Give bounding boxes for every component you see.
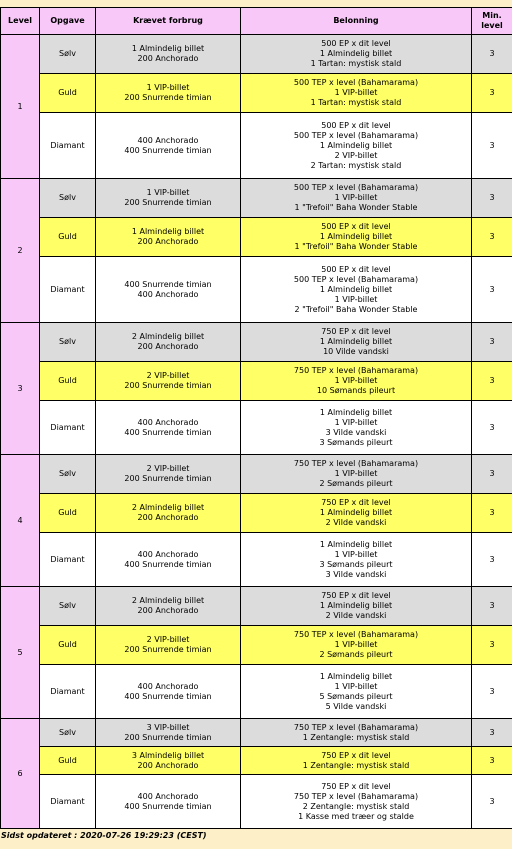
required-line: 200 Anchorado (137, 760, 199, 770)
reward-line: 750 TEP x level (Bahamarama) (293, 366, 419, 375)
level-cell: 2 (1, 179, 40, 323)
reward-line: 500 TEP x level (Bahamarama) (293, 130, 419, 140)
table-row (1, 587, 512, 626)
table-row (1, 113, 512, 179)
reward-cell (241, 323, 472, 362)
reward-line: 1 Zentangle: mystisk stald (302, 760, 410, 770)
reward-line: 500 EP x dit level (321, 264, 391, 274)
task-name: Diamant (40, 257, 96, 323)
task-name: Sølv (40, 323, 96, 362)
min-level-cell: 3 (472, 74, 512, 113)
required-line: 200 Anchorado (137, 606, 199, 615)
header-reward: Belonning (241, 8, 472, 35)
required-cell (96, 747, 241, 775)
reward-cell (241, 587, 472, 626)
reward-cell (241, 218, 472, 257)
required-line: 200 Anchorado (137, 513, 199, 522)
required-line: 1 VIP-billet (146, 83, 190, 92)
reward-line: 750 TEP x level (Bahamarama) (293, 630, 419, 639)
required-cell (96, 218, 241, 257)
required-line: 2 VIP-billet (146, 371, 190, 380)
last-updated: Sidst opdateret : 2020-07-26 19:29:23 (CEST) (1, 831, 207, 840)
required-line: 2 VIP-billet (146, 635, 190, 644)
required-cell (96, 665, 241, 719)
reward-cell (241, 74, 472, 113)
reward-cell (241, 533, 472, 587)
table-row (1, 257, 512, 323)
level-cell: 6 (1, 719, 40, 829)
min-level-cell: 3 (472, 401, 512, 455)
table-row (1, 719, 512, 747)
reward-line: 1 VIP-billet (334, 193, 378, 202)
task-name: Guld (40, 747, 96, 775)
reward-line: 750 TEP x level (Bahamarama) (293, 722, 419, 732)
reward-line: 5 Vilde vandski (325, 701, 387, 711)
required-line: 200 Anchorado (137, 54, 199, 63)
task-name: Diamant (40, 665, 96, 719)
task-name: Sølv (40, 719, 96, 747)
table-row (1, 35, 512, 74)
reward-line: 1 Almindelig billet (319, 284, 393, 294)
reward-line: 1 VIP-billet (334, 469, 378, 478)
required-line: 400 Anchorado (137, 681, 199, 691)
required-line: 400 Snurrende timian (124, 279, 212, 289)
table-row (1, 533, 512, 587)
required-line: 400 Snurrende timian (124, 559, 212, 569)
task-name: Guld (40, 74, 96, 113)
required-line: 400 Anchorado (137, 135, 199, 145)
reward-line: 1 VIP-billet (334, 640, 378, 649)
required-line: 2 Almindelig billet (131, 596, 205, 605)
reward-cell (241, 179, 472, 218)
task-name: Sølv (40, 179, 96, 218)
min-level-cell: 3 (472, 719, 512, 747)
reward-line: 1 Tartan: mystisk stald (310, 98, 402, 107)
table-row (1, 747, 512, 775)
reward-cell (241, 665, 472, 719)
reward-line: 1 Almindelig billet (319, 232, 393, 241)
reward-line: 500 TEP x level (Bahamarama) (293, 183, 419, 192)
reward-line: 1 "Trefoil" Baha Wonder Stable (294, 203, 418, 212)
reward-line: 1 VIP-billet (334, 88, 378, 97)
min-level-cell: 3 (472, 747, 512, 775)
reward-line: 1 VIP-billet (334, 417, 378, 427)
required-cell (96, 323, 241, 362)
reward-line: 750 EP x dit level (321, 750, 391, 760)
required-line: 200 Snurrende timian (124, 474, 212, 483)
reward-line: 1 Almindelig billet (319, 539, 393, 549)
reward-line: 1 Almindelig billet (319, 671, 393, 681)
reward-line: 10 Vilde vandski (323, 347, 389, 356)
required-cell (96, 587, 241, 626)
level-cell: 1 (1, 35, 40, 179)
min-level-cell: 3 (472, 665, 512, 719)
reward-line: 3 Vilde vandski (325, 569, 387, 579)
required-line: 400 Anchorado (137, 791, 199, 801)
reward-line: 750 EP x dit level (321, 327, 391, 336)
level-cell: 5 (1, 587, 40, 719)
required-line: 200 Snurrende timian (124, 732, 212, 742)
task-name: Guld (40, 362, 96, 401)
reward-line: 750 EP x dit level (321, 781, 391, 791)
required-line: 200 Anchorado (137, 237, 199, 246)
task-name: Sølv (40, 587, 96, 626)
required-line: 400 Snurrende timian (124, 691, 212, 701)
table-row (1, 455, 512, 494)
reward-line: 500 EP x dit level (321, 39, 391, 48)
required-line: 400 Anchorado (137, 289, 199, 299)
required-cell (96, 257, 241, 323)
reward-line: 2 Vilde vandski (325, 611, 387, 620)
required-line: 1 VIP-billet (146, 188, 190, 197)
header-row (1, 8, 512, 35)
reward-line: 1 VIP-billet (334, 681, 378, 691)
required-cell (96, 533, 241, 587)
required-line: 2 Almindelig billet (131, 332, 205, 341)
header-task: Opgave (40, 8, 96, 35)
task-name: Diamant (40, 401, 96, 455)
reward-line: 10 Sømands pileurt (316, 386, 396, 395)
required-line: 200 Snurrende timian (124, 93, 212, 102)
required-cell (96, 775, 241, 829)
required-cell (96, 719, 241, 747)
task-name: Sølv (40, 35, 96, 74)
reward-line: 750 TEP x level (Bahamarama) (293, 791, 419, 801)
min-level-cell: 3 (472, 533, 512, 587)
reward-line: 2 VIP-billet (334, 150, 378, 160)
reward-line: 1 Zentangle: mystisk stald (302, 732, 410, 742)
reward-cell (241, 747, 472, 775)
reward-line: 2 Zentangle: mystisk stald (302, 801, 410, 811)
required-cell (96, 401, 241, 455)
reward-cell (241, 113, 472, 179)
reward-line: 1 Almindelig billet (319, 140, 393, 150)
min-level-cell: 3 (472, 113, 512, 179)
min-level-cell: 3 (472, 218, 512, 257)
reward-line: 2 Tartan: mystisk stald (310, 160, 402, 170)
required-line: 400 Snurrende timian (124, 801, 212, 811)
reward-line: 1 Almindelig billet (319, 508, 393, 517)
reward-line: 1 Kasse med træer og stalde (298, 811, 414, 821)
required-line: 200 Snurrende timian (124, 645, 212, 654)
table-row (1, 74, 512, 113)
reward-cell (241, 401, 472, 455)
min-level-cell: 3 (472, 323, 512, 362)
level-cell: 4 (1, 455, 40, 587)
reward-line: 1 Almindelig billet (319, 407, 393, 417)
reward-line: 5 Sømands pileurt (319, 691, 393, 701)
reward-cell (241, 775, 472, 829)
reward-line: 3 Sømands pileurt (319, 437, 393, 447)
reward-line: 750 EP x dit level (321, 498, 391, 507)
table-body (1, 35, 512, 829)
reward-line: 2 "Trefoil" Baha Wonder Stable (294, 304, 418, 314)
reward-cell (241, 35, 472, 74)
reward-line: 1 Almindelig billet (319, 337, 393, 346)
min-level-cell: 3 (472, 257, 512, 323)
header-min-level: Min. level (472, 8, 512, 35)
reward-line: 1 Tartan: mystisk stald (310, 59, 402, 68)
reward-line: 1 Almindelig billet (319, 601, 393, 610)
task-name: Guld (40, 494, 96, 533)
reward-cell (241, 494, 472, 533)
reward-line: 750 TEP x level (Bahamarama) (293, 459, 419, 468)
required-line: 400 Snurrende timian (124, 427, 212, 437)
reward-cell (241, 257, 472, 323)
reward-line: 1 Almindelig billet (319, 49, 393, 58)
required-cell (96, 35, 241, 74)
reward-line: 2 Vilde vandski (325, 518, 387, 527)
min-level-cell: 3 (472, 494, 512, 533)
task-name: Diamant (40, 775, 96, 829)
required-line: 200 Anchorado (137, 342, 199, 351)
reward-line: 1 VIP-billet (334, 376, 378, 385)
reward-cell (241, 719, 472, 747)
rewards-table (0, 7, 512, 829)
required-cell (96, 494, 241, 533)
required-cell (96, 362, 241, 401)
required-cell (96, 113, 241, 179)
table-row (1, 775, 512, 829)
table-row (1, 494, 512, 533)
min-level-cell: 3 (472, 587, 512, 626)
table-row (1, 179, 512, 218)
reward-line: 1 VIP-billet (334, 549, 378, 559)
min-level-cell: 3 (472, 362, 512, 401)
min-level-cell: 3 (472, 35, 512, 74)
header-level: Level (1, 8, 40, 35)
task-name: Guld (40, 626, 96, 665)
required-line: 400 Anchorado (137, 549, 199, 559)
required-line: 1 Almindelig billet (131, 44, 205, 53)
required-line: 2 VIP-billet (146, 464, 190, 473)
required-line: 1 Almindelig billet (131, 227, 205, 236)
required-line: 3 VIP-billet (146, 722, 190, 732)
reward-line: 500 TEP x level (Bahamarama) (293, 78, 419, 87)
table-row (1, 626, 512, 665)
table-row (1, 218, 512, 257)
required-line: 2 Almindelig billet (131, 503, 205, 512)
required-cell (96, 74, 241, 113)
table-row (1, 323, 512, 362)
required-line: 200 Snurrende timian (124, 198, 212, 207)
task-name: Sølv (40, 455, 96, 494)
reward-line: 1 VIP-billet (334, 294, 378, 304)
min-level-cell: 3 (472, 626, 512, 665)
reward-line: 500 EP x dit level (321, 222, 391, 231)
required-line: 400 Anchorado (137, 417, 199, 427)
reward-line: 3 Sømands pileurt (319, 559, 393, 569)
task-name: Diamant (40, 113, 96, 179)
table-row (1, 401, 512, 455)
task-name: Diamant (40, 533, 96, 587)
reward-line: 500 TEP x level (Bahamarama) (293, 274, 419, 284)
reward-line: 3 Vilde vandski (325, 427, 387, 437)
min-level-cell: 3 (472, 179, 512, 218)
reward-line: 750 EP x dit level (321, 591, 391, 600)
table-row (1, 665, 512, 719)
level-cell: 3 (1, 323, 40, 455)
table-row (1, 362, 512, 401)
required-line: 3 Almindelig billet (131, 750, 205, 760)
reward-cell (241, 362, 472, 401)
reward-line: 500 EP x dit level (321, 120, 391, 130)
required-cell (96, 455, 241, 494)
reward-cell (241, 455, 472, 494)
reward-line: 2 Sømands pileurt (319, 650, 393, 659)
reward-line: 2 Sømands pileurt (319, 479, 393, 488)
header-required: Krævet forbrug (96, 8, 241, 35)
required-cell (96, 626, 241, 665)
min-level-cell: 3 (472, 775, 512, 829)
task-name: Guld (40, 218, 96, 257)
required-line: 200 Snurrende timian (124, 381, 212, 390)
required-cell (96, 179, 241, 218)
required-line: 400 Snurrende timian (124, 145, 212, 155)
reward-cell (241, 626, 472, 665)
reward-line: 1 "Trefoil" Baha Wonder Stable (294, 242, 418, 251)
min-level-cell: 3 (472, 455, 512, 494)
